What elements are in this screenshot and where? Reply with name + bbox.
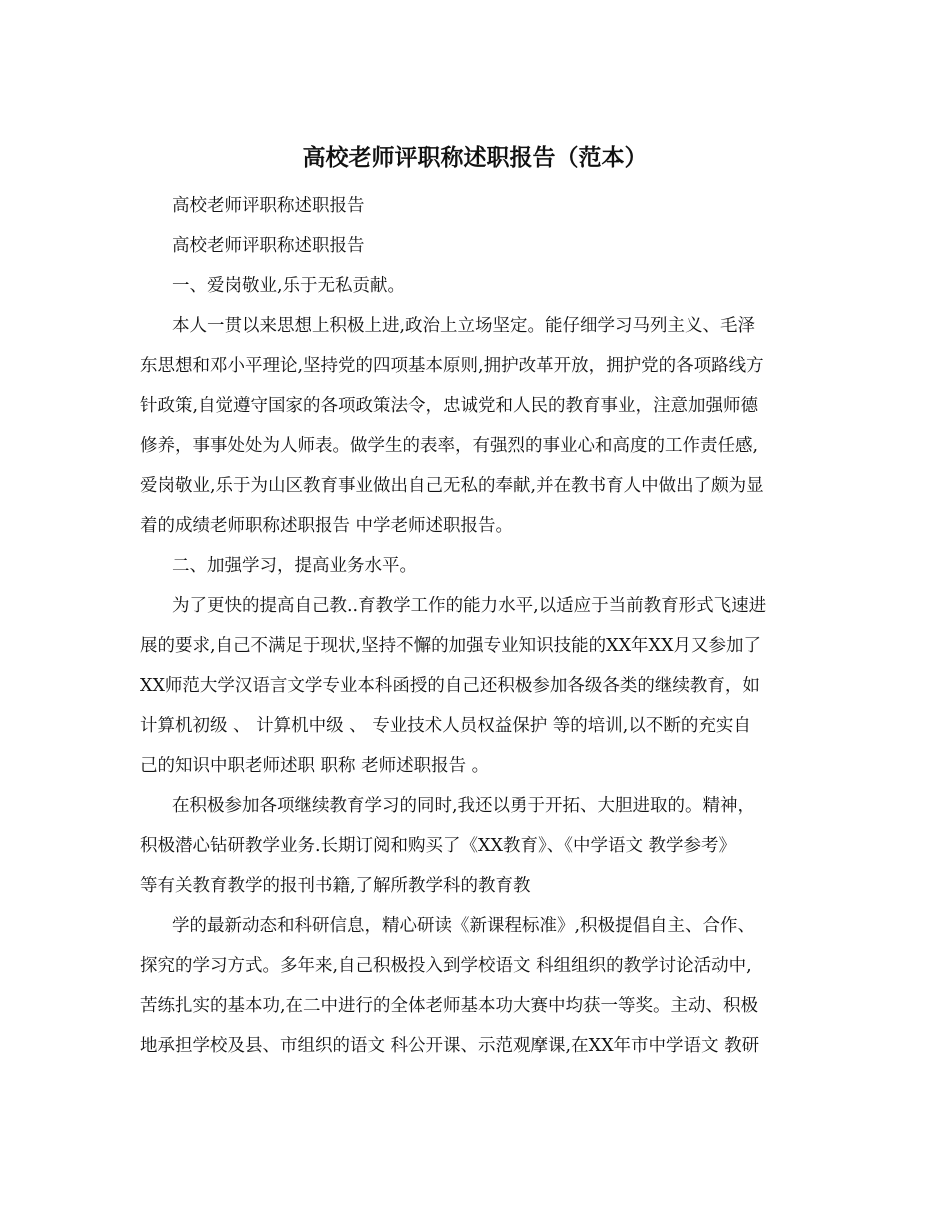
text-line: 高校老师评职称述职报告 [172,196,365,216]
paragraph-body-2 [140,586,815,786]
page-title: 高校老师评职称述职报告（范本） [302,144,648,171]
text-line: 修养，事事处处为人师表。做学生的表率，有强烈的事业心和高度的工作责任感, [140,436,759,456]
paragraph-body-4 [140,906,815,1066]
paragraph-body-3 [140,786,815,906]
text-line: 展的要求,自己不满足于现状,坚持不懈的加强专业知识技能的XX年XX月又参加了 [140,636,761,656]
text-line: 本人一贯以来思想上积极上进,政治上立场坚定。能仔细学习马列主义、毛泽 [172,316,756,336]
document-body [140,186,815,1066]
section-heading-2 [140,546,815,586]
text-line: 着的成绩老师职称述职报告 中学老师述职报告。 [140,516,514,536]
text-line: 学的最新动态和科研信息，精心研读《新课程标准》,积极提倡自主、合作、 [172,916,756,936]
text-line: 计算机初级 、 计算机中级 、 专业技术人员权益保护 等的培训,以不断的充实自 [140,716,751,736]
text-line: 爱岗敬业,乐于为山区教育事业做出自己无私的奉献,并在教书育人中做出了颇为显 [140,476,764,496]
text-line: 积极潜心钻研教学业务.长期订阅和购买了《XX教育》、《中学语文 教学参考》 [140,836,737,856]
text-line: 一、爱岗敬业,乐于无私贡献。 [172,276,406,296]
text-line: 等有关教育教学的报刊书籍,了解所教学科的教育教 [140,876,531,896]
text-line: 高校老师评职称述职报告 [172,236,365,256]
text-line: 二、加强学习，提高业务水平。 [172,556,417,576]
text-line: XX师范大学汉语言文学专业本科函授的自己还积极参加各级各类的继续教育，如 [140,676,760,696]
paragraph-subtitle-1 [140,186,815,226]
text-line: 己的知识中职老师述职 职称 老师述职报告 。 [140,756,490,776]
text-line: 在积极参加各项继续教育学习的同时,我还以勇于开拓、大胆进取的。精神， [172,796,756,816]
paragraph-body-1 [140,306,815,546]
text-line: 针政策,自觉遵守国家的各项政策法令，忠诚党和人民的教育事业，注意加强师德 [140,396,759,416]
paragraph-subtitle-2 [140,226,815,266]
section-heading-1 [140,266,815,306]
text-line: 探究的学习方式。多年来,自己积极投入到学校语文 科组组织的教学讨论活动中, [140,956,752,976]
text-line: 苦练扎实的基本功,在二中进行的全体老师基本功大赛中均获一等奖。主动、积极 [140,996,759,1016]
text-line: 东思想和邓小平理论,坚持党的四项基本原则,拥护改革开放，拥护党的各项路线方 [140,356,764,376]
text-line: 为了更快的提高自己教..育教学工作的能力水平,以适应于当前教育形式飞速进 [172,596,767,616]
text-line: 地承担学校及县、市组织的语文 科公开课、示范观摩课,在XX年市中学语文 教研 [140,1036,760,1056]
